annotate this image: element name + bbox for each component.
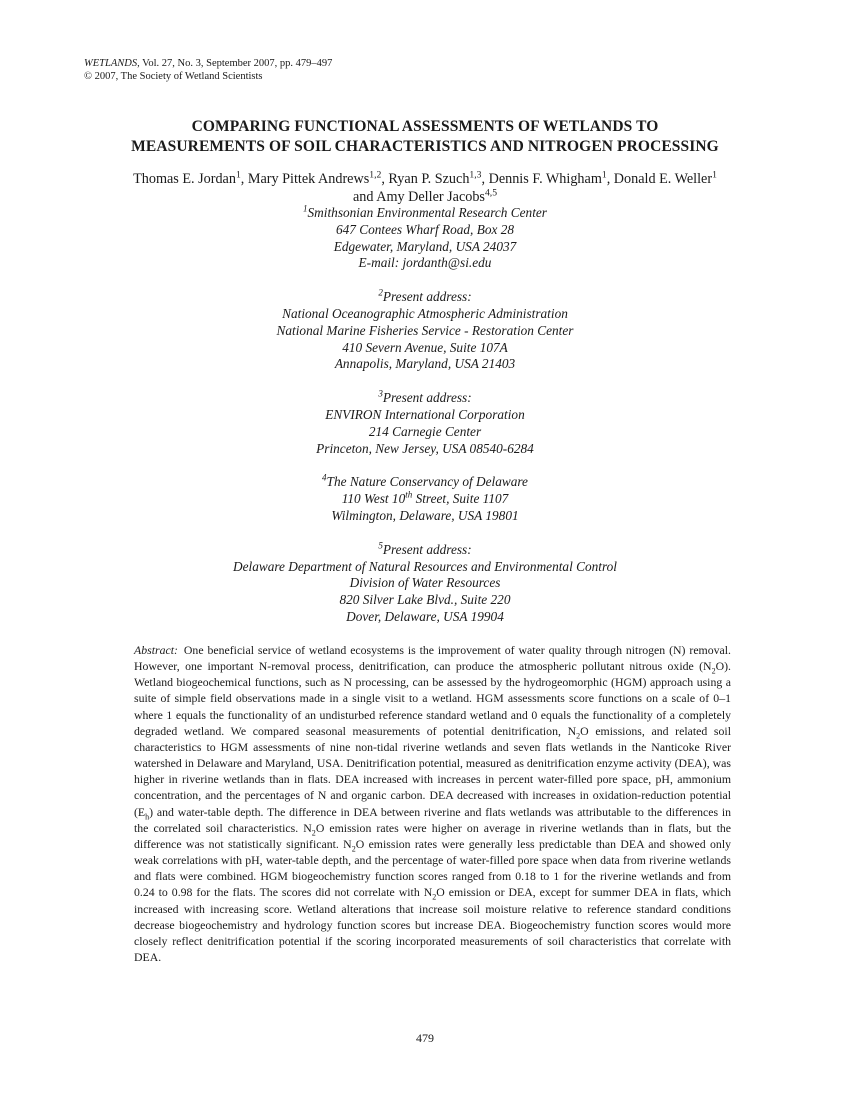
paper-title xyxy=(60,117,790,157)
author-name: Ryan P. Szuch xyxy=(388,171,470,187)
author-name: Thomas E. Jordan xyxy=(133,171,236,187)
author-affiliation-mark: 1 xyxy=(712,169,717,181)
author-affiliation-mark: 1,3 xyxy=(469,169,482,181)
author-list xyxy=(60,170,790,206)
abstract-text: One beneficial service of wetland ecosystems is the improvement of water quality through nitrogen (N) removal. However, one important N-removal process, denitrification, can produce the atmospheric pollutant nitrous oxide $(N_2O)$. Wetland biogeochemical functions, such as N processing, can be assessed by the hydrogeomorphic (HGM) approach using a suite of simple field observations made in a single visit to a wetland. HGM assessments score functions on a scale of 0–1 where 1 equals the functionality of an undisturbed reference standard wetland and 0 equals the functionality of a completely degraded wetland. We compared seasonal measurements of potential denitrification, $N_2O$ emissions, and related soil characteristics to HGM assessments of nine non-tidal riverine wetlands and seven flats wetlands in the Nanticoke River watershed in Delaware and Maryland, USA. Denitrification potential, measured as denitrification enzyme activity (DEA), was higher in riverine wetlands than in flats. DEA increased with increases in percent water-filled pore space, pH, ammonium concentration, and the percentages of N and organic carbon. DEA decreased with increases in oxidation-reduction potential $(E_h)$ and water-table depth. The difference in DEA between riverine and flats wetlands was attributable to the differences in the correlated soil characteristics. $N_2O$ emission rates were higher on average in riverine wetlands than in flats, but the difference was not statistically significant. $N_2O$ emission rates were generally less predictable than DEA and showed only weak correlations with pH, water-table depth, and the percentage of water-filled pore space when data from riverine wetlands and flats were combined. HGM biogeochemistry function scores ranged from 0.18 to 1 for the riverine wetlands and from 0.24 to 0.98 for the flats. The scores did not correlate with $N_2O$ emission or DEA, except for summer DEA in flats, which increased with increasing score. Wetland alterations that increase soil moisture relative to reference standard conditions decrease biogeochemistry and hydrology function scores but increase DEA. Biogeochemistry function scores would more closely reflect denitrification potential if the scoring incorporated measurements of soil characteristics that correlate with DEA. xyxy=(134,643,732,964)
author-affiliation-mark: 1 xyxy=(601,169,607,181)
volume-info: Vol. 27, No. 3, September 2007, pp. 479–497 xyxy=(142,58,333,69)
affiliation-5: $^5$Present address: Delaware Department of Natural Resources and Environmental Control Division of Water Resources 820 Silver Lake Blvd., Suite 220 Dover, Delaware, USA 19904 xyxy=(233,540,617,624)
author-line-2 xyxy=(60,188,790,206)
journal-citation xyxy=(84,57,332,70)
affiliation-1: $^1$Smithsonian Environmental Research Center 647 Contees Wharf Road, Box 28 Edgewater, Maryland, USA 24037 E-mail: jordanth@si.edu xyxy=(60,205,790,272)
author-name: Mary Pittek Andrews xyxy=(247,171,370,187)
running-header xyxy=(84,57,332,83)
author-name: and Amy Deller Jacobs xyxy=(352,189,485,205)
contact-email: E-mail: jordanth@si.edu xyxy=(358,255,492,271)
copyright-line: © 2007, The Society of Wetland Scientists xyxy=(84,71,263,82)
page-number: 479 xyxy=(416,1031,434,1045)
affiliation-3: $^3$Present address: ENVIRON International Corporation 214 Carnegie Center Princeton, New Jersey, USA 08540-6284 xyxy=(316,388,534,456)
title-line-1: COMPARING FUNCTIONAL ASSESSMENTS OF WETLANDS TO xyxy=(191,118,659,135)
affiliation-2: $^2$Present address: National Oceanographic Atmospheric Administration National Marine Fisheries Service - Restoration Center 410 Severn Avenue, Suite 107A Annapolis, Maryland, USA 21403 xyxy=(276,287,574,372)
journal-name: WETLANDS, xyxy=(84,58,140,69)
author-line-1: Thomas E. Jordan$^1$, Mary Pittek Andrews$^{1,2}$, Ryan P. Szuch$^{1,3}$, Dennis F. Whigham$^1$, Donald E. Weller$^1$ xyxy=(133,169,717,187)
affiliations xyxy=(60,205,790,643)
author-affiliation-mark: 4,5 xyxy=(484,187,498,199)
title-line-2: MEASUREMENTS OF SOIL CHARACTERISTICS AND NITROGEN PROCESSING xyxy=(131,138,719,155)
affiliation-4: $^4$The Nature Conservancy of Delaware 110 West 10th Street, Suite 1107 Wilmington, Delaware, USA 19801 xyxy=(322,472,528,523)
abstract-label: Abstract: xyxy=(134,643,178,657)
author-name: Donald E. Weller xyxy=(613,171,713,187)
author-name: Dennis F. Whigham xyxy=(488,171,602,187)
author-affiliation-mark: 1 xyxy=(235,169,241,181)
abstract xyxy=(134,642,731,965)
author-affiliation-mark: 1,2 xyxy=(369,169,382,181)
